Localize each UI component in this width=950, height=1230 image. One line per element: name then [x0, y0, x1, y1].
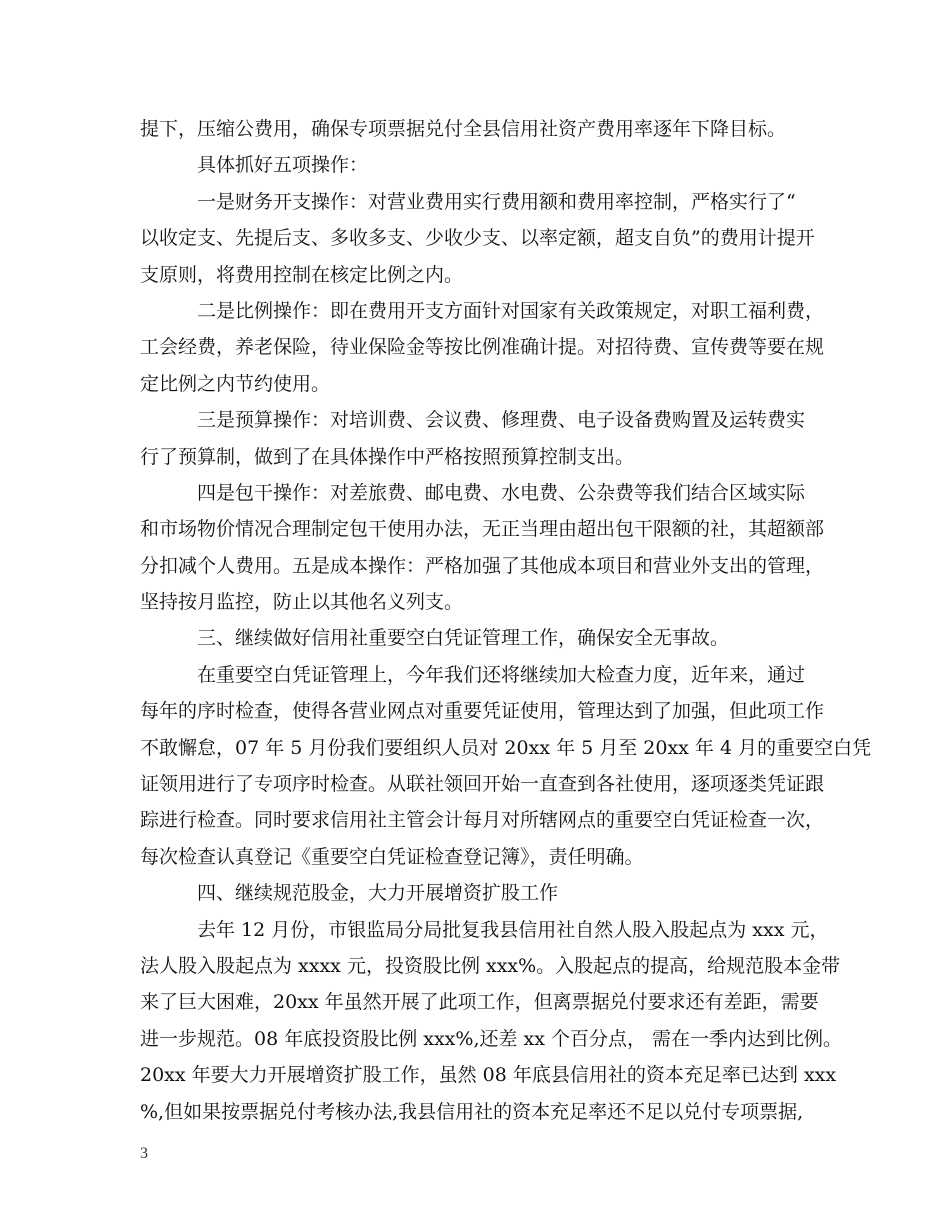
text-line: 支原则，将费用控制在核定比例之内。	[140, 263, 464, 286]
text-line: 法人股入股起点为 xxxx 元，投资股比例 xxx%。入股起点的提高，给规范股本金带	[140, 954, 841, 977]
document-body	[140, 111, 872, 1130]
text-line: 坚持按月监控，防止以其他名义列支。	[140, 591, 464, 614]
text-line: 定比例之内节约使用。	[140, 372, 331, 395]
text-line: 工会经费，养老保险，待业保险金等按比例准确计提。对招待费、宣传费等要在规	[140, 336, 825, 359]
text-line: 证领用进行了专项序时检查。从联社领回开始一直查到各社使用，逐项逐类凭证跟	[140, 773, 825, 796]
text-line: 不敢懈怠，07 年 5 月份我们要组织人员对 20xx 年 5 月至 20xx 年 4 月的重要空白凭	[140, 736, 872, 759]
text-line: 一是财务开支操作：对营业费用实行费用额和费用率控制，严格实行了“	[197, 190, 796, 213]
text-line: 在重要空白凭证管理上，今年我们还将继续加大检查力度，近年来，通过	[197, 663, 806, 686]
text-line: 去年 12 月份，市银监局分局批复我县信用社自然人股入股起点为 xxx 元，	[197, 918, 829, 941]
text-line: 进一步规范。08 年底投资股比例 xxx%,还差 xx 个百分点， 需在一季内达到比例。	[140, 1027, 843, 1050]
text-line: 具体抓好五项操作：	[197, 154, 369, 177]
text-line: 二是比例操作：即在费用开支方面针对国家有关政策规定，对职工福利费，	[197, 299, 825, 322]
text-line: 四是包干操作：对差旅费、邮电费、水电费、公杂费等我们结合区域实际	[197, 481, 806, 504]
text-line: 分扣减个人费用。五是成本操作：严格加强了其他成本项目和营业外支出的管理，	[140, 554, 825, 577]
text-line: %,但如果按票据兑付考核办法,我县信用社的资本充足率还不足以兑付专项票据,	[140, 1100, 804, 1123]
text-line: 提下，压缩公费用，确保专项票据兑付全县信用社资产费用率逐年下降目标。	[140, 118, 787, 140]
page-number: 3	[140, 1145, 148, 1162]
text-line: 踪进行检查。同时要求信用社主管会计每月对所辖网点的重要空白凭证检查一次，	[140, 809, 825, 832]
text-line: 20xx 年要大力开展增资扩股工作，虽然 08 年底县信用社的资本充足率已达到 xxx	[140, 1064, 837, 1087]
text-line: 以收定支、先提后支、多收多支、少收少支、以率定额，超支自负”的费用计提开	[140, 227, 815, 250]
text-line: 和市场物价情况合理制定包干使用办法，无正当理由超出包干限额的社，其超额部	[140, 518, 825, 541]
section-heading: 四、继续规范股金，大力开展增资扩股工作	[197, 882, 559, 905]
text-line: 每次检查认真登记《重要空白凭证检查登记簿》，责任明确。	[140, 845, 644, 868]
text-line: 每年的序时检查，使得各营业网点对重要凭证使用，管理达到了加强，但此项工作	[140, 700, 825, 723]
text-line: 来了巨大困难，20xx 年虽然开展了此项工作，但离票据兑付要求还有差距，需要	[140, 991, 819, 1014]
text-line: 行了预算制，做到了在具体操作中严格按照预算控制支出。	[140, 445, 635, 468]
section-heading: 三、继续做好信用社重要空白凭证管理工作，确保安全无事故。	[197, 627, 730, 650]
text-line: 三是预算操作：对培训费、会议费、修理费、电子设备费购置及运转费实	[197, 409, 806, 432]
